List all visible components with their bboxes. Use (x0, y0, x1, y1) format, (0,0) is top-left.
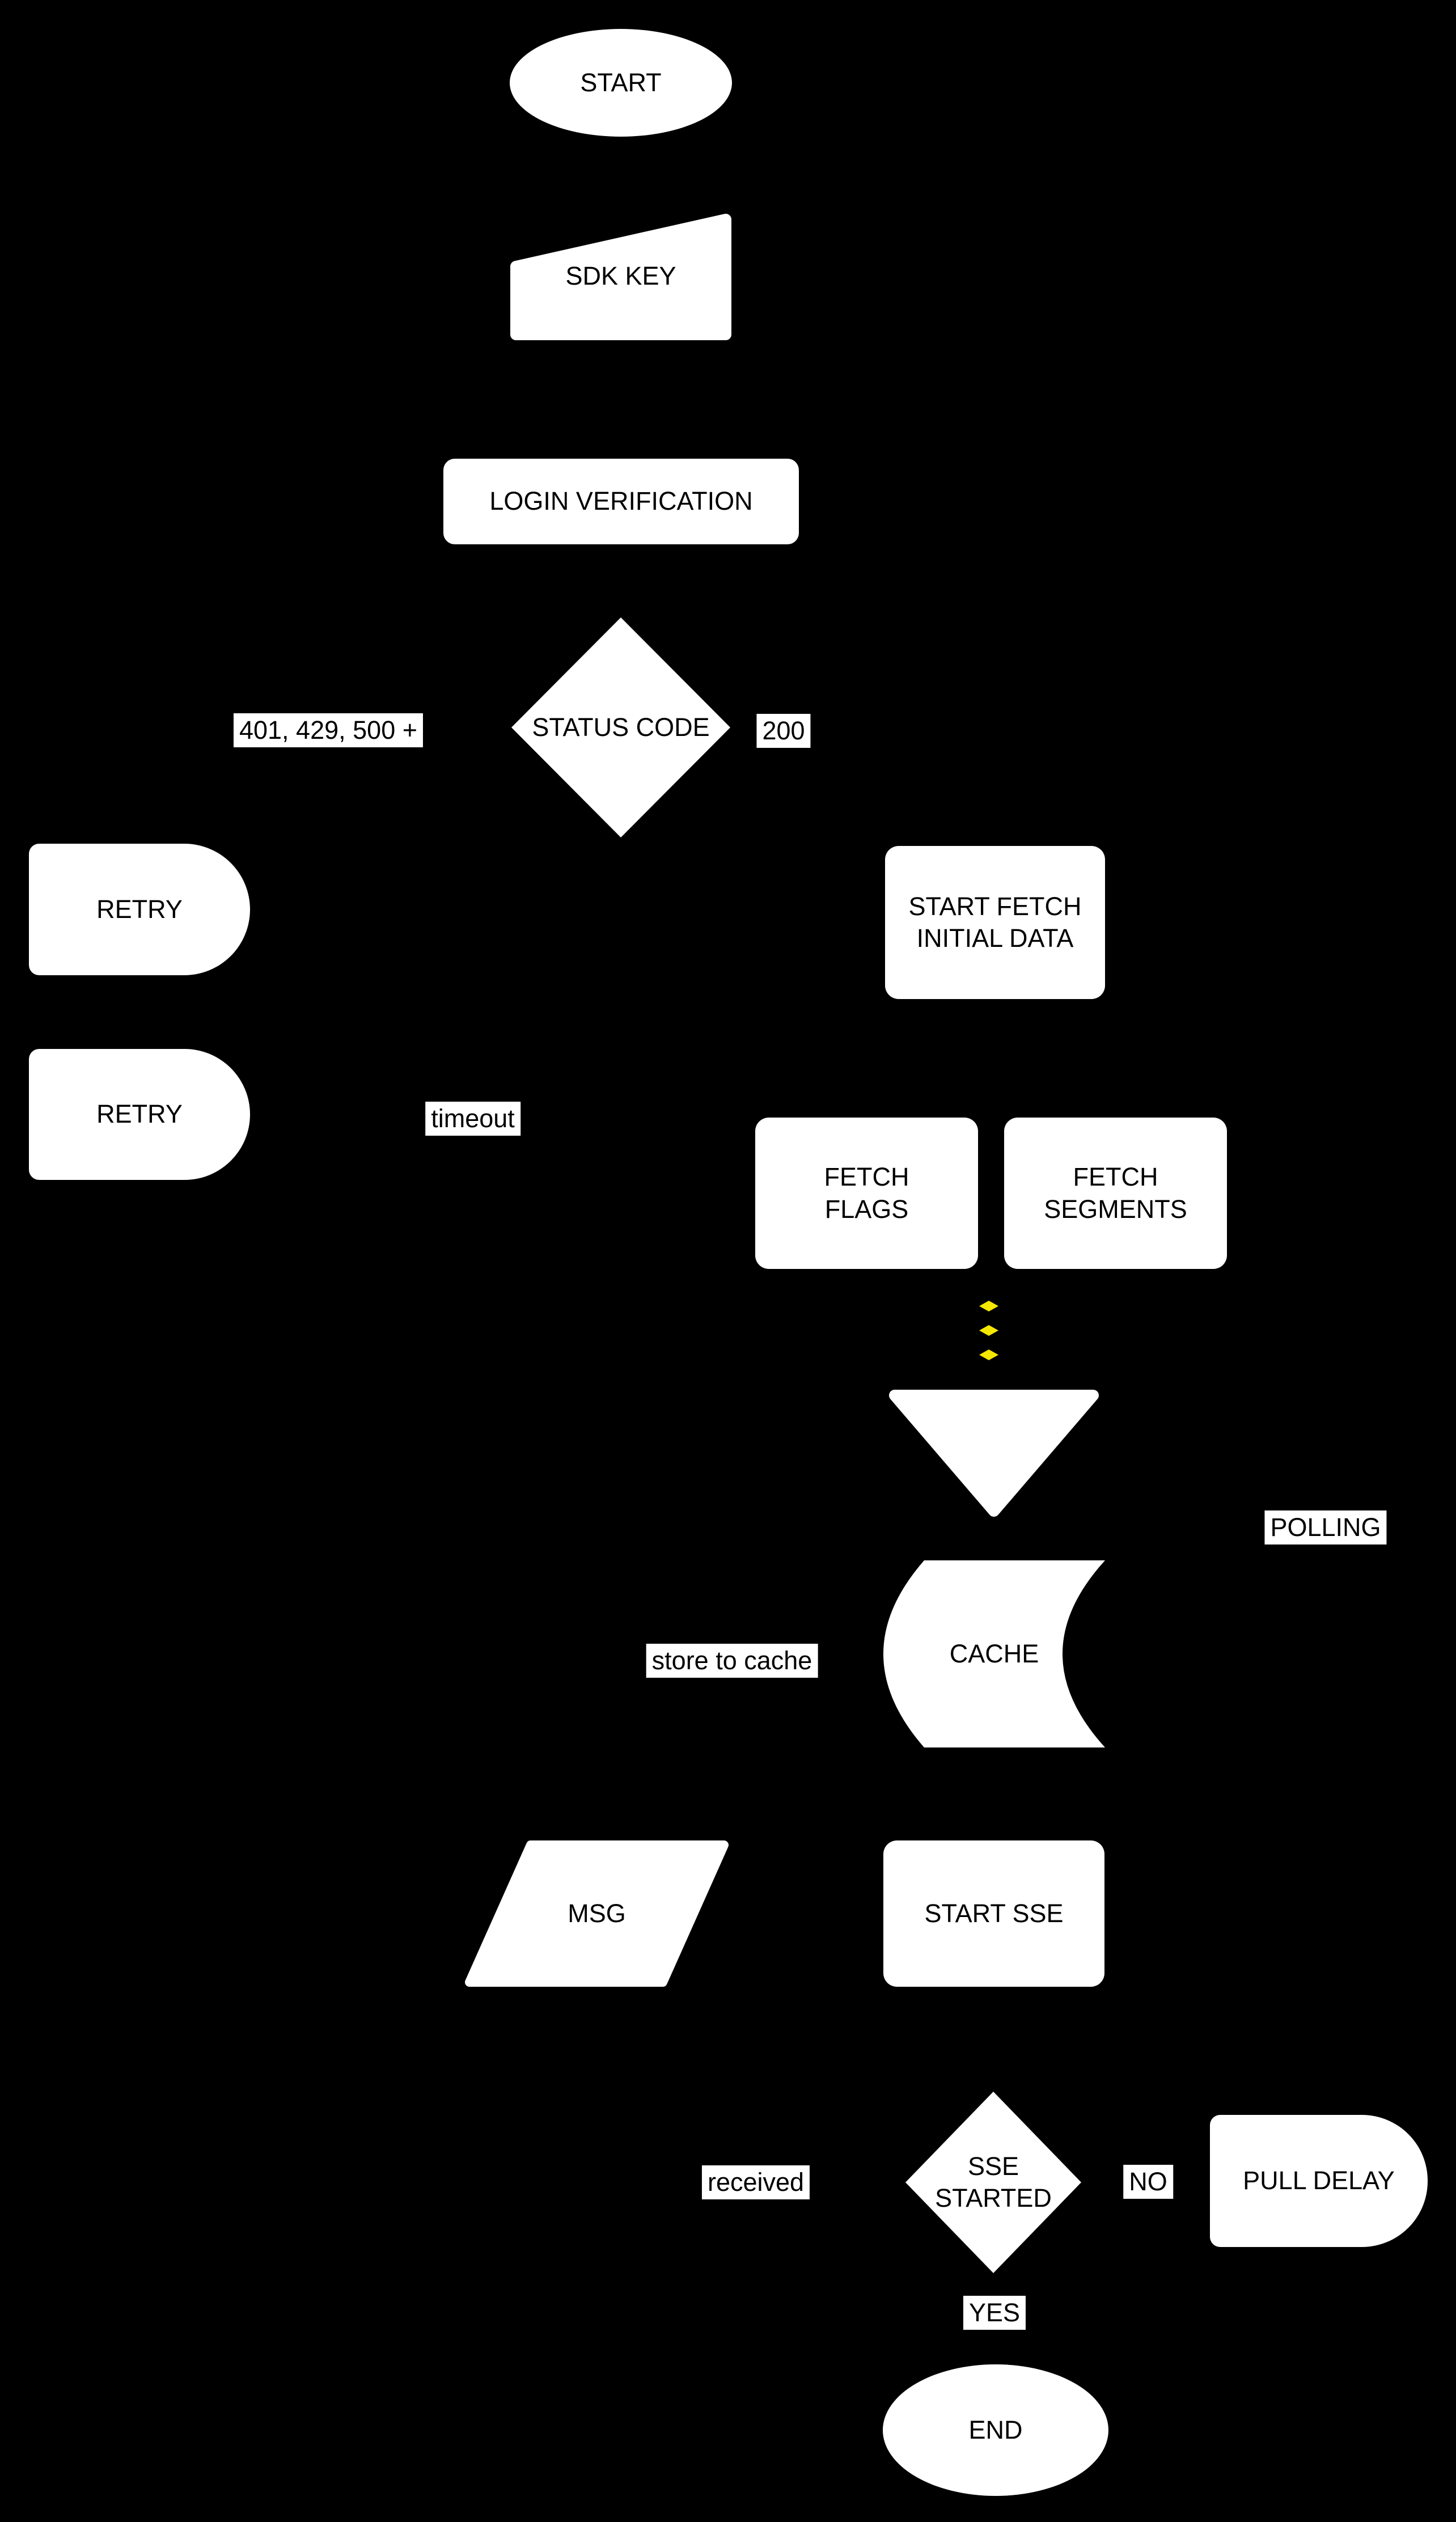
cache-node-label: CACHE (949, 1639, 1039, 1668)
connector-dot-icon (979, 1325, 998, 1336)
start-node (510, 29, 732, 137)
edge-label-no: NO (1123, 2165, 1173, 2199)
end-node-label: END (968, 2415, 1023, 2444)
msg-node (465, 1840, 729, 1987)
sse-started-decision-label (935, 2151, 1052, 2215)
start-fetch-initial-data-node (885, 846, 1105, 999)
retry-delay-node-1 (29, 844, 250, 975)
sse-started-line1: SSE (967, 2151, 1019, 2181)
fetch-segments-node-label (1044, 1161, 1187, 1225)
pull-delay-node-label: PULL DELAY (1243, 2166, 1395, 2195)
start-fetch-line2: INITIAL DATA (916, 924, 1074, 953)
edge-label-error-codes: 401, 429, 500 + (234, 713, 423, 747)
start-sse-node-label: START SSE (924, 1898, 1064, 1928)
connector-dot-icon (979, 1349, 998, 1360)
start-fetch-initial-data-node-label (908, 891, 1081, 955)
fetch-flags-line1: FETCH (824, 1162, 909, 1192)
edge-label-polling: POLLING (1264, 1510, 1386, 1544)
fetch-segments-line1: FETCH (1073, 1162, 1158, 1192)
status-code-decision (511, 617, 730, 837)
fetch-segments-line2: SEGMENTS (1044, 1194, 1187, 1224)
fetch-flags-line2: FLAGS (824, 1194, 909, 1224)
sdk-key-node-label: SDK KEY (565, 261, 676, 291)
start-node-label: START (580, 67, 662, 97)
edge-label-ok-code: 200 (756, 714, 810, 748)
fetch-flags-node-label (824, 1161, 909, 1225)
edge-label-store-to-cache: store to cache (646, 1644, 818, 1678)
login-verification-node-label: LOGIN VERIFICATION (489, 486, 753, 516)
end-node (883, 2364, 1108, 2496)
start-fetch-line1: START FETCH (908, 891, 1082, 921)
sdk-key-node (510, 213, 731, 340)
retry-delay-node-1-label: RETRY (96, 894, 183, 924)
merge-triangle-node (889, 1390, 1099, 1517)
triangle-down-shape (889, 1390, 1099, 1517)
msg-node-label: MSG (568, 1898, 626, 1928)
start-sse-node (883, 1840, 1104, 1987)
connector-dot-icon (979, 1301, 998, 1311)
status-code-decision-label: STATUS CODE (532, 712, 710, 742)
edge-label-timeout: timeout (425, 1102, 520, 1136)
sse-started-decision (905, 2092, 1081, 2273)
login-verification-node (443, 459, 799, 544)
fetch-flags-node (755, 1118, 978, 1269)
fetch-segments-node (1004, 1118, 1227, 1269)
edge-label-received: received (702, 2165, 810, 2199)
pull-delay-node (1210, 2115, 1428, 2247)
sse-started-line2: STARTED (935, 2184, 1052, 2212)
edge-label-yes: YES (963, 2296, 1026, 2330)
retry-delay-node-2-label: RETRY (96, 1099, 183, 1129)
cache-node (883, 1560, 1105, 1747)
retry-delay-node-2 (29, 1049, 250, 1180)
